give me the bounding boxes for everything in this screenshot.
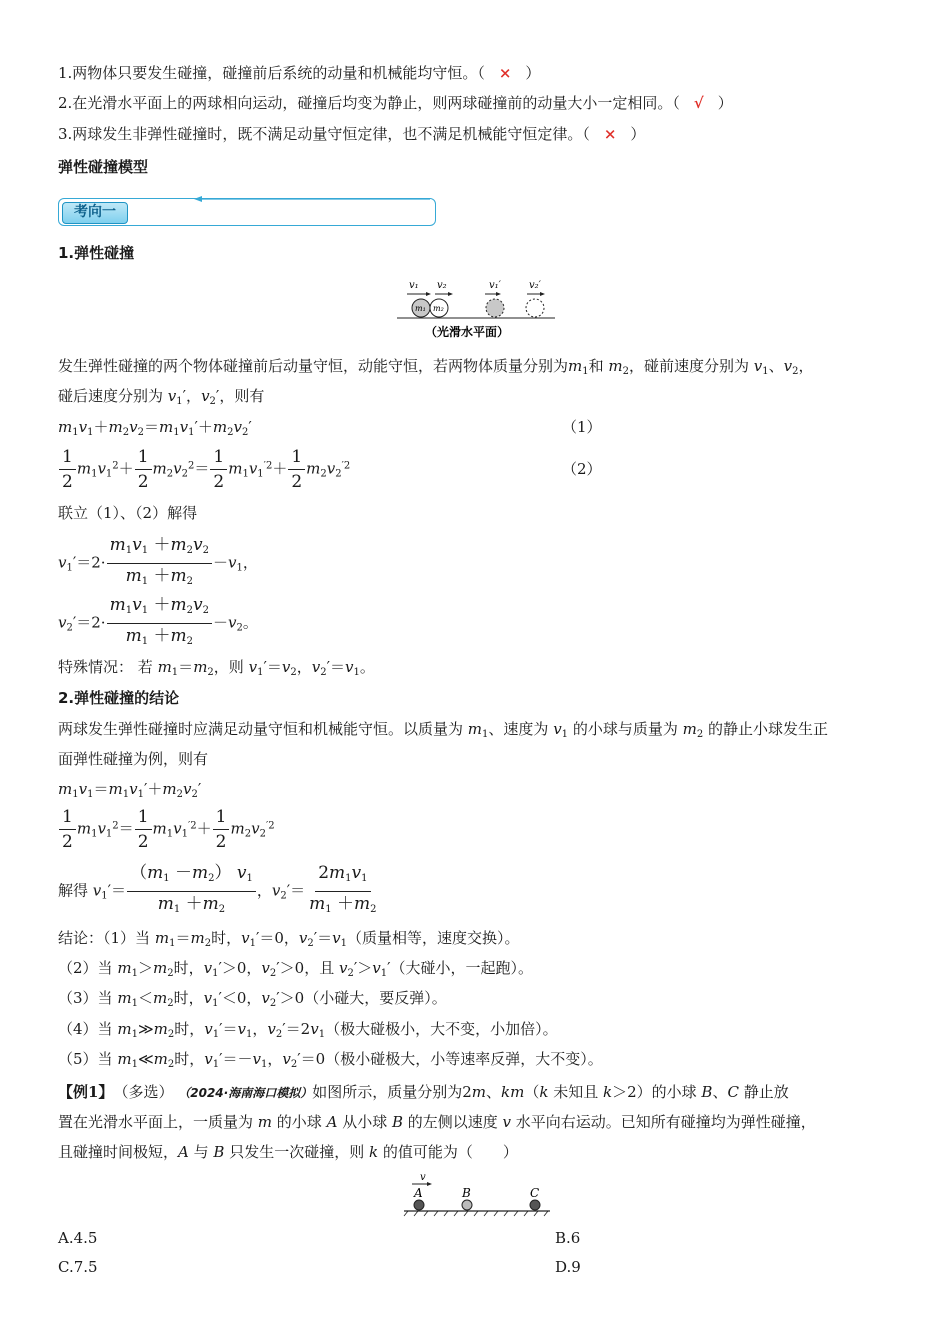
example-line1: 【例1】 （多选） （2024·海南海口模拟）如图所示，质量分别为2m、km（k 未知且 k＞2）的小球 B、C 静止放 [58, 1083, 789, 1101]
wrong-mark: × [603, 125, 617, 143]
fig-m2-label: m₂ [433, 304, 444, 313]
fig-v2p-label: v₂′ [529, 280, 541, 291]
option-b[interactable]: B.6 [555, 1229, 581, 1247]
judgment-3: 3.两球发生非弹性碰撞时，既不满足动量守恒定律，也不满足机械能守恒定律。（ × ） [58, 125, 646, 143]
fig-B-label: B [462, 1186, 471, 1200]
elastic-collision-figure [395, 276, 557, 342]
eq2-number: （2） [562, 460, 602, 478]
fig-v-label: v [420, 1172, 426, 1183]
special-case: 特殊情况： 若 $m_1=m_2$，则 $v_1'=v_2$，$v_2'=v_1$。 [58, 658, 375, 678]
conclusion-5: （5）当 $m_1≪m_2$时，$v_1'=-v_1$，$v_2'=0$（极小碰极大，小等速率反弹，大不变）。 [58, 1050, 603, 1070]
section-tag-label: 考向一 [62, 202, 128, 224]
option-d[interactable]: D.9 [555, 1258, 581, 1276]
correct-mark: √ [693, 94, 704, 112]
conclusion-2: （2）当 $m_1>m_2$时，$v_1'>0$，$v_2'>0$，且 $v_2'>v_1'$（大碰小，一起跑）。 [58, 959, 534, 979]
equation2-momentum: $m_1v_1=m_1v_1'+m_2v_2'$ [58, 780, 202, 800]
model-title: 弹性碰撞模型 [58, 158, 149, 176]
fig-m1-label: m₁ [415, 304, 426, 313]
fig-v1-label: v₁ [409, 280, 419, 291]
conclusion-3: （3）当 $m_1<m_2$时，$v_1'<0$，$v_2'>0$（小碰大，要反弹）。 [58, 989, 447, 1009]
solution2: 解得 $v_1'=$ $\frac{(m_1 -m_2) v_1}{m_1 +m_2}$ ，$v_2'=$ $\frac{2m_1v_1}{m_1 +m_2}$ [58, 863, 377, 915]
section1-title: 1.弹性碰撞 [58, 244, 135, 262]
solution-v1: $v_1'=2\cdot$ $\frac{m_1v_1 +m_2v_2}{m_1 +m_2}$ $-v_1$， [58, 535, 258, 587]
equation-momentum: $m_1v_1+m_2v_2=m_1v_1'+m_2v_2'$ [58, 418, 252, 438]
example-line3: 且碰撞时间极短，A 与 B 只发生一次碰撞，则 k 的值可能为（ ） [58, 1143, 518, 1161]
fig-v2-label: v₂ [437, 280, 447, 291]
fig-C-label: C [530, 1186, 540, 1200]
judgment-1: 1.两物体只要发生碰撞，碰撞前后系统的动量和机械能均守恒。（ × ） [58, 64, 541, 82]
conclusion-1: 结论：（1）当 $m_1=m_2$时，$v_1'=0$，$v_2'=v_1$（质量相等，速度交换）。 [58, 929, 520, 949]
fig-v1p-label: v₁′ [489, 280, 501, 291]
example-line2: 置在光滑水平面上，一质量为 m 的小球 A 从小球 B 的左侧以速度 v 水平向右运动。已知所有碰撞均为弹性碰撞， [58, 1113, 816, 1131]
option-c[interactable]: C.7.5 [58, 1258, 98, 1276]
section1-para-line1: 发生弹性碰撞的两个物体碰撞前后动量守恒，动能守恒，若两物体质量分别为$m_1$和 $m_2$，碰前速度分别为 $v_1$、$v_2$， [58, 357, 814, 377]
judgment-2: 2.在光滑水平面上的两球相向运动，碰撞后均变为静止，则两球碰撞前的动量大小一定相同。（ √ ） [58, 94, 733, 112]
fig-A-label: A [414, 1186, 423, 1200]
section2-para-line1: 两球发生弹性碰撞时应满足动量守恒和机械能守恒。以质量为 $m_1$、速度为 $v_1$ 的小球与质量为 $m_2$ 的静止小球发生正 [58, 720, 828, 740]
section2-title: 2.弹性碰撞的结论 [58, 689, 180, 707]
example-figure [402, 1170, 552, 1220]
fig-caption: （光滑水平面） [425, 325, 510, 339]
equation-energy: $\frac{1}{2}$ $m_1v_1^2+$ $\frac{1}{2}$ $m_2v_2^2=$ $\frac{1}{2}$ $m_1v_1^{'2}+$ $\frac{1}{2}$ $m_2v_2^{'2}$ [58, 446, 350, 493]
wrong-mark: × [498, 64, 512, 82]
conclusion-4: （4）当 $m_1≫m_2$时，$v_1'=v_1$，$v_2'=2v_1$（极大碰极小，大不变，小加倍）。 [58, 1020, 558, 1040]
section1-para-line2: 碰后速度分别为 $v_1'$，$v_2'$，则有 [58, 387, 265, 407]
tag-arrow-icon [190, 194, 430, 204]
eq1-number: （1） [562, 418, 602, 436]
solution-v2: $v_2'=2\cdot$ $\frac{m_1v_1 +m_2v_2}{m_1 +m_2}$ $-v_2$。 [58, 595, 258, 647]
solve-text: 联立（1）、（2）解得 [58, 504, 198, 522]
section2-para-line2: 面弹性碰撞为例，则有 [58, 750, 209, 768]
equation2-energy: $\frac{1}{2}$ $m_1v_1^2=$ $\frac{1}{2}$ $m_1v_1^{'2}+$ $\frac{1}{2}$ $m_2v_2^{'2}$ [58, 806, 275, 853]
option-a[interactable]: A.4.5 [58, 1229, 98, 1247]
